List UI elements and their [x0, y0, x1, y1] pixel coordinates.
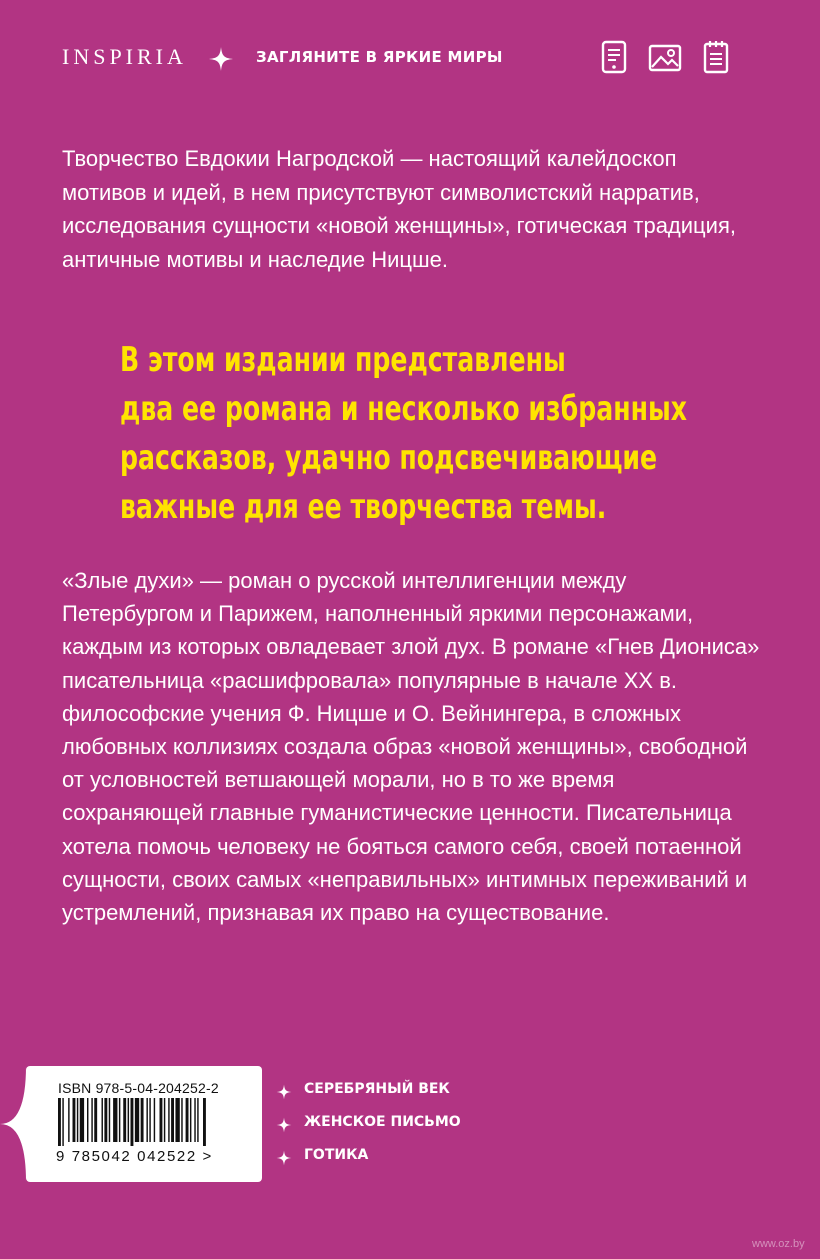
format-icons	[600, 40, 740, 80]
barcode-bar	[175, 1098, 179, 1142]
genre-tag-label: СЕРЕБРЯНЫЙ ВЕК	[304, 1081, 450, 1097]
barcode-bar	[135, 1098, 139, 1142]
barcode-bar	[131, 1098, 134, 1146]
image-icon	[648, 44, 682, 72]
barcode-bar	[149, 1098, 150, 1142]
intro-paragraph: Творчество Евдокии Нагродской — настоящий калейдоскоп мотивов и идей, в нем присутствуют символистский нарратив, исследования сущности «новой женщины», готическая традиция, античные мотивы и наследие Ницше.	[62, 146, 736, 272]
barcode-bar	[181, 1098, 182, 1142]
genre-tag-label: ГОТИКА	[304, 1147, 369, 1163]
barcode-bar	[128, 1098, 129, 1142]
barcode-bar	[146, 1098, 147, 1142]
isbn-label: ISBN 978-5-04-204252-2	[58, 1080, 219, 1096]
genre-tag-label: ЖЕНСКОЕ ПИСЬМО	[304, 1114, 461, 1130]
barcode-bar	[190, 1098, 191, 1142]
barcode-bar	[186, 1098, 189, 1142]
barcode-bar	[104, 1098, 107, 1142]
header	[0, 0, 820, 120]
barcode-bar	[119, 1098, 120, 1142]
barcode-bar	[80, 1098, 84, 1142]
brand-logo: INSPIRIA	[62, 44, 187, 69]
sparkle-icon	[276, 1084, 292, 1100]
barcode-bar	[197, 1098, 198, 1142]
watermark: www.oz.by	[752, 1238, 805, 1250]
barcode-bar	[102, 1098, 103, 1142]
barcode-bar	[68, 1098, 69, 1142]
ebook-icon	[600, 40, 628, 74]
notepad-icon	[702, 40, 730, 74]
barcode-digits: 9 785042 042522 >	[56, 1148, 213, 1165]
sparkle-icon	[276, 1117, 292, 1133]
highlight-line: В этом издании представлены	[120, 340, 566, 380]
barcode-bar	[62, 1098, 63, 1146]
series-tagline: ЗАГЛЯНИТЕ В ЯРКИЕ МИРЫ	[256, 48, 503, 66]
barcode-bar	[91, 1098, 92, 1142]
barcode-bar	[123, 1098, 126, 1142]
barcode-bar	[87, 1098, 88, 1142]
barcode-bar	[203, 1098, 206, 1146]
barcode-bar	[58, 1098, 61, 1146]
barcode-image	[58, 1098, 250, 1146]
highlight-line: важные для ее творчества темы.	[120, 487, 607, 527]
sparkle-icon	[276, 1150, 292, 1166]
barcode-bar	[164, 1098, 165, 1142]
highlight-block	[120, 336, 756, 532]
barcode-bar	[73, 1098, 76, 1142]
barcode-bar	[171, 1098, 174, 1142]
barcode-bar	[160, 1098, 163, 1142]
highlight-line: рассказов, удачно подсвечивающие	[120, 438, 658, 478]
barcode-bar	[154, 1098, 155, 1142]
barcode-bar	[109, 1098, 110, 1142]
barcode-bar	[141, 1098, 144, 1142]
barcode-bar	[94, 1098, 97, 1142]
description-paragraph: «Злые духи» — роман о русской интеллигенции между Петербургом и Парижем, наполненный яркими персонажами, каждым из которых овладевает злой дух. В романе «Гнев Диониса» писательница «расшифровала» популярные в начале XX в. философские учения Ф. Ницше и О. Вейнингера, в сложных любовных коллизиях создала образ «новой женщины», свободной от условностей ветшающей морали, но в то же время сохраняющей главные гуманистические ценности. Писательница хотела помочь человеку не бояться самого себя, своей потаенной сущности, своих самых «неправильных» интимных переживаний и устремлений, признавая их право на существование.	[62, 568, 760, 926]
barcode-bar	[194, 1098, 195, 1142]
barcode-bar	[77, 1098, 78, 1142]
sparkle-icon	[208, 46, 234, 72]
highlight-line: два ее романа и несколько избранных	[120, 389, 687, 429]
barcode-bar	[168, 1098, 169, 1142]
barcode-bar	[113, 1098, 117, 1142]
